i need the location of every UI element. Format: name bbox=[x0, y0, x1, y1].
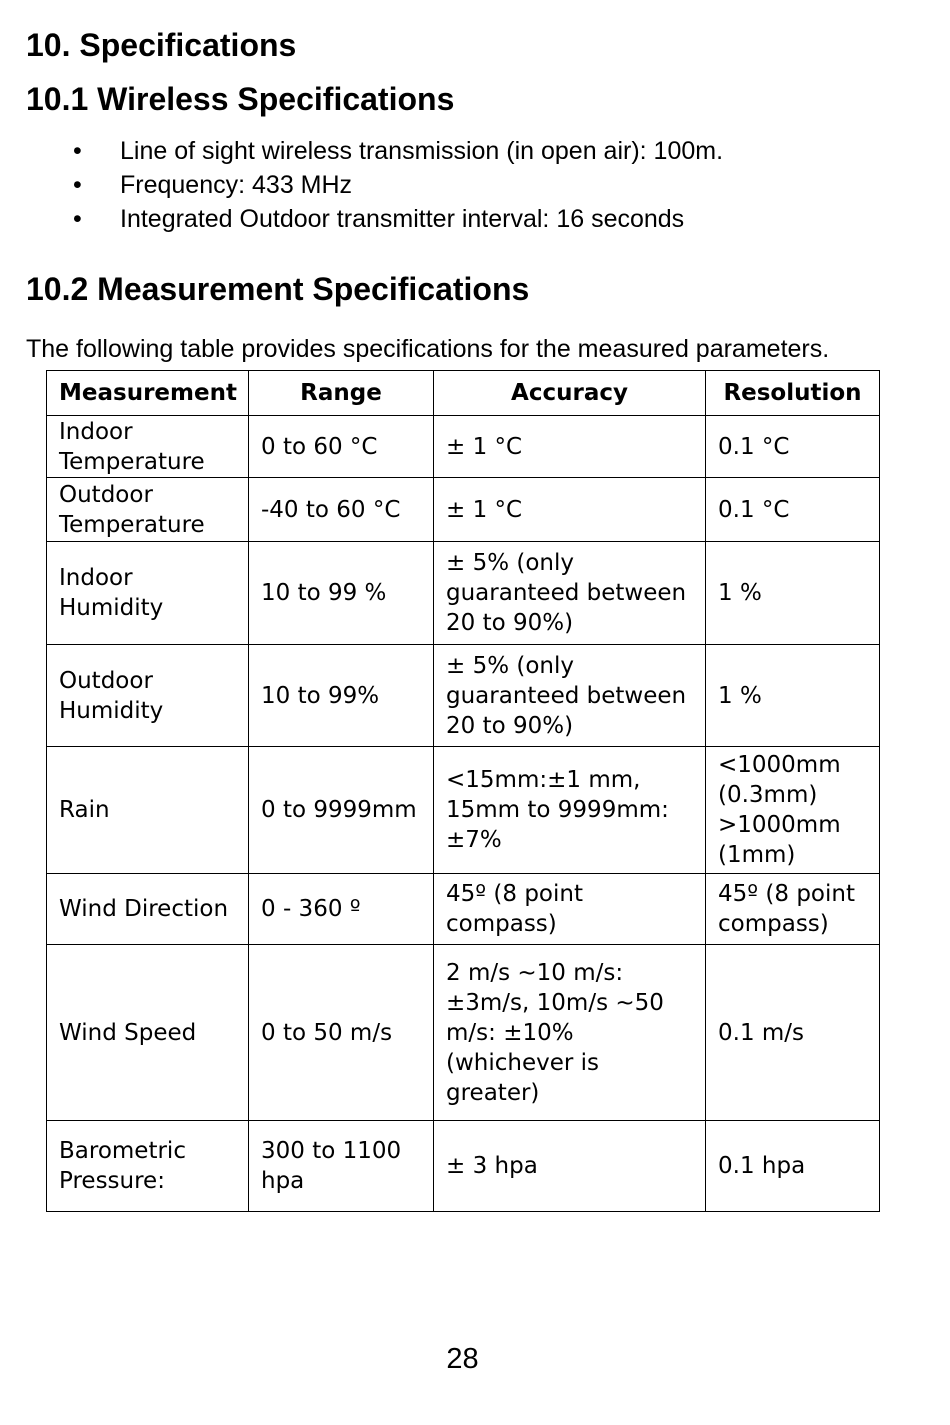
table-row bbox=[47, 747, 880, 874]
cell-range: 10 to 99% bbox=[249, 645, 434, 747]
table-header-row bbox=[47, 371, 880, 416]
cell-measurement: Outdoor Temperature bbox=[47, 478, 249, 542]
bullet-icon: • bbox=[73, 205, 82, 233]
column-header-range: Range bbox=[249, 371, 434, 416]
list-item-text: Line of sight wireless transmission (in open air): 100m. bbox=[120, 137, 724, 165]
cell-resolution: 0.1 °C bbox=[706, 416, 880, 478]
list-item-text: Frequency: 433 MHz bbox=[120, 171, 353, 199]
cell-measurement: Rain bbox=[47, 747, 249, 874]
cell-measurement: Wind Direction bbox=[47, 874, 249, 945]
cell-measurement: Barometric Pressure: bbox=[47, 1121, 249, 1212]
column-header-accuracy: Accuracy bbox=[434, 371, 706, 416]
cell-accuracy: ± 1 °C bbox=[434, 416, 706, 478]
cell-range: 0 to 60 °C bbox=[249, 416, 434, 478]
list-item bbox=[70, 168, 723, 202]
section-heading: 10. Specifications bbox=[26, 27, 297, 63]
column-header-measurement: Measurement bbox=[47, 371, 249, 416]
measurement-specs-heading: 10.2 Measurement Specifications bbox=[26, 271, 530, 307]
cell-accuracy: ± 3 hpa bbox=[434, 1121, 706, 1212]
cell-range: -40 to 60 °C bbox=[249, 478, 434, 542]
cell-range: 300 to 1100 hpa bbox=[249, 1121, 434, 1212]
wireless-specs-list bbox=[70, 134, 723, 236]
page-number: 28 bbox=[446, 1343, 479, 1375]
cell-resolution: 45º (8 point compass) bbox=[706, 874, 880, 945]
list-item bbox=[70, 202, 723, 236]
cell-resolution: <1000mm (0.3mm) >1000mm (1mm) bbox=[706, 747, 880, 874]
cell-resolution: 0.1 hpa bbox=[706, 1121, 880, 1212]
measurement-specs-table bbox=[46, 370, 880, 1212]
cell-range: 0 to 9999mm bbox=[249, 747, 434, 874]
cell-measurement: Outdoor Humidity bbox=[47, 645, 249, 747]
list-item bbox=[70, 134, 723, 168]
cell-accuracy: <15mm:±1 mm, 15mm to 9999mm:±7% bbox=[434, 747, 706, 874]
cell-measurement: Wind Speed bbox=[47, 945, 249, 1121]
cell-resolution: 1 % bbox=[706, 542, 880, 645]
cell-measurement: Indoor Humidity bbox=[47, 542, 249, 645]
table-row bbox=[47, 645, 880, 747]
cell-measurement: Indoor Temperature bbox=[47, 416, 249, 478]
table-row bbox=[47, 478, 880, 542]
cell-resolution: 0.1 m/s bbox=[706, 945, 880, 1121]
table-row bbox=[47, 542, 880, 645]
cell-range: 0 - 360 º bbox=[249, 874, 434, 945]
cell-accuracy: 2 m/s ~10 m/s: ±3m/s, 10m/s ~50 m/s: ±10% (whichever is greater) bbox=[434, 945, 706, 1121]
table-row bbox=[47, 945, 880, 1121]
cell-range: 0 to 50 m/s bbox=[249, 945, 434, 1121]
cell-accuracy: ± 1 °C bbox=[434, 478, 706, 542]
table-row bbox=[47, 874, 880, 945]
cell-resolution: 1 % bbox=[706, 645, 880, 747]
column-header-resolution: Resolution bbox=[706, 371, 880, 416]
bullet-icon: • bbox=[73, 137, 82, 165]
cell-accuracy: 45º (8 point compass) bbox=[434, 874, 706, 945]
wireless-specs-heading: 10.1 Wireless Specifications bbox=[26, 81, 455, 117]
cell-accuracy: ± 5% (only guaranteed between 20 to 90%) bbox=[434, 645, 706, 747]
cell-accuracy: ± 5% (only guaranteed between 20 to 90%) bbox=[434, 542, 706, 645]
table-row bbox=[47, 416, 880, 478]
cell-resolution: 0.1 °C bbox=[706, 478, 880, 542]
cell-range: 10 to 99 % bbox=[249, 542, 434, 645]
table-row bbox=[47, 1121, 880, 1212]
list-item-text: Integrated Outdoor transmitter interval: 16 seconds bbox=[120, 205, 685, 233]
bullet-icon: • bbox=[73, 171, 82, 199]
measurement-intro-text: The following table provides specifications for the measured parameters. bbox=[26, 335, 830, 363]
